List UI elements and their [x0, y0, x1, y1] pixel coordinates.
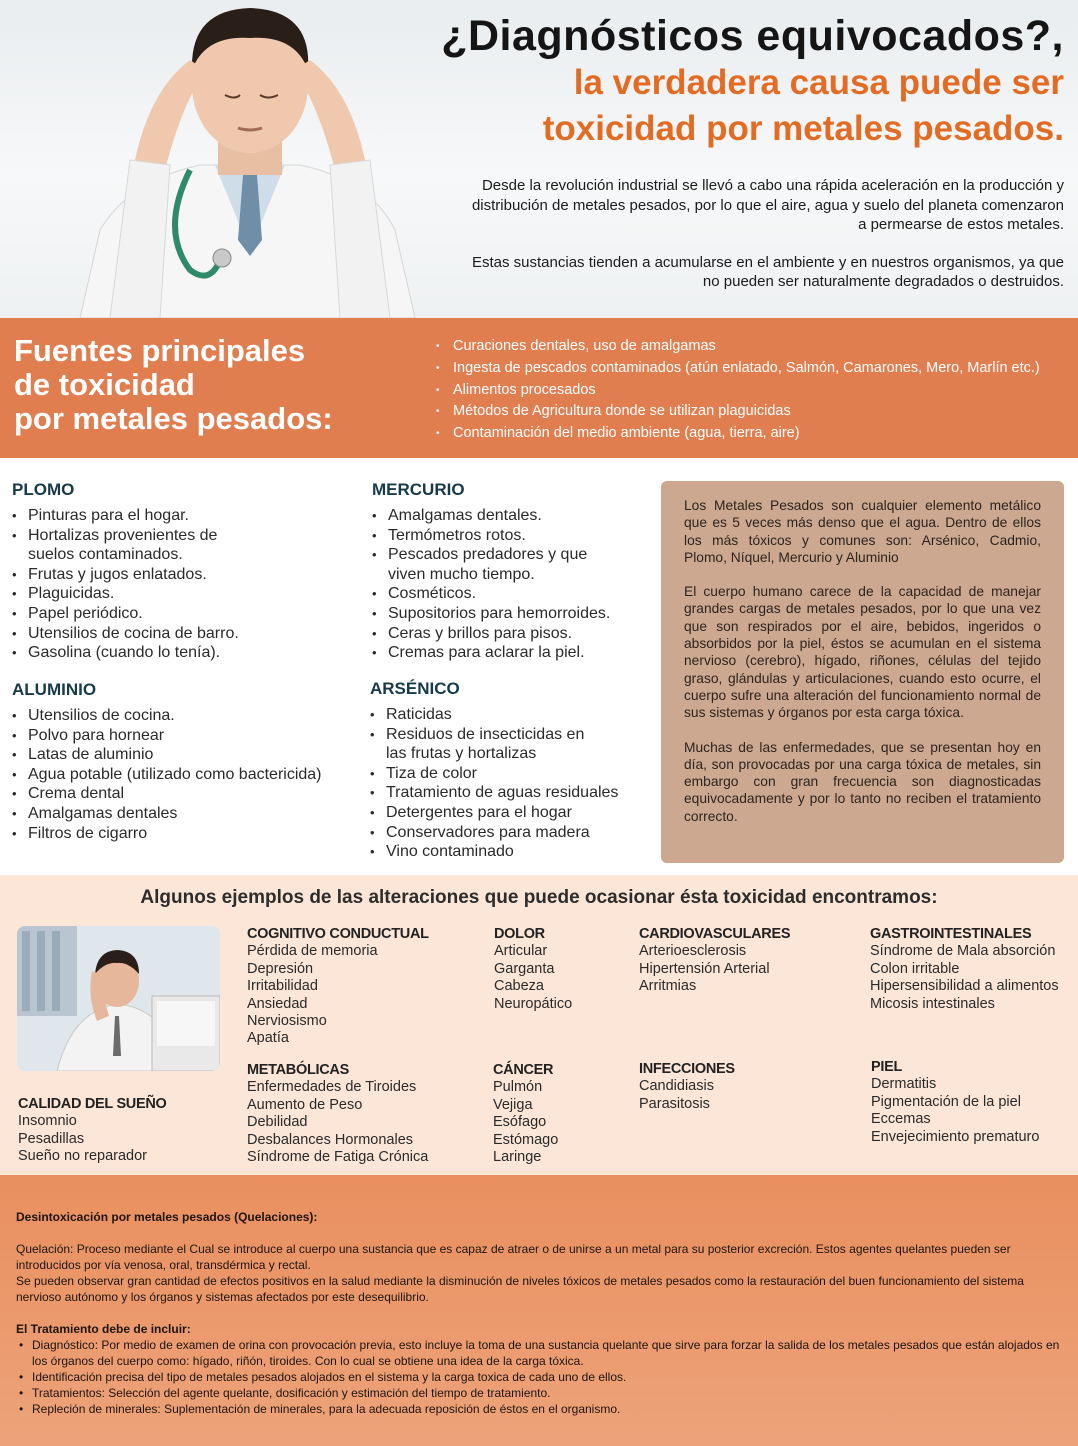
list-item: • Ingesta de pescados contaminados (atún enlatado, Salmón, Camarones, Mero, Marlín etc.) — [436, 358, 1040, 380]
metal-mercurio — [372, 480, 610, 663]
sources-title-line-1: Fuentes principales — [14, 333, 306, 368]
title-line-1: ¿Diagnósticos equivocados?, — [441, 12, 1064, 60]
category-item: Neuropático — [494, 995, 573, 1012]
list-item: • Agua potable (utilizado como bactericida) — [12, 765, 322, 785]
effects-title: Algunos ejemplos de las alteraciones que puede ocasionar ésta toxicidad encontramos: — [140, 887, 938, 908]
category-item: Nerviosismo — [247, 1013, 327, 1030]
sources-title-line-3: por metales pesados: — [14, 401, 333, 436]
category-title: CÁNCER — [493, 1062, 554, 1078]
category-item: Ansiedad — [247, 995, 308, 1012]
category-item: Esófago — [493, 1114, 547, 1131]
category-item: Insomnio — [18, 1113, 77, 1130]
category-title: METABÓLICAS — [247, 1062, 349, 1078]
list-item: • Pescados predadores y que — [372, 545, 610, 565]
list-item: suelos contaminados. — [28, 546, 183, 564]
category-title: COGNITIVO CONDUCTUAL — [247, 926, 429, 942]
list-item: viven mucho tiempo. — [388, 565, 535, 583]
metal-arsenico — [370, 679, 618, 862]
category-title: GASTROINTESTINALES — [870, 926, 1032, 942]
metal-aluminio — [12, 680, 322, 843]
category-calidad-sueno — [18, 1096, 167, 1166]
list-item: • Tiza de color — [370, 764, 618, 784]
treatment-list — [16, 1337, 1062, 1417]
list-item: • Métodos de Agricultura donde se utilizan plaguicidas — [436, 401, 1040, 423]
metal-title: PLOMO — [12, 480, 75, 499]
title-line-2: la verdadera causa puede ser — [573, 63, 1064, 102]
category-item: Enfermedades de Tiroides — [247, 1079, 417, 1096]
sources-list — [436, 336, 1040, 445]
list-item: • Frutas y jugos enlatados. — [12, 565, 239, 585]
list-item: • Gasolina (cuando lo tenía). — [12, 643, 239, 663]
list-item: las frutas y hortalizas — [386, 745, 537, 763]
category-item: Aumento de Peso — [247, 1096, 363, 1113]
title-line-3: toxicidad por metales pesados. — [542, 109, 1064, 148]
list-item: • Cosméticos. — [372, 584, 610, 604]
category-item: Síndrome de Fatiga Crónica — [247, 1149, 429, 1166]
category-item: Sueño no reparador — [18, 1148, 147, 1165]
list-item: • Vino contaminado — [370, 842, 618, 862]
category-item: Colon irritable — [870, 960, 960, 977]
list-item: • Amalgamas dentales. — [372, 506, 610, 526]
list-item: • Filtros de cigarro — [12, 824, 322, 844]
category-item: Envejecimiento prematuro — [871, 1128, 1040, 1145]
list-item: • Repleción de minerales: Suplementación de minerales, para la adecuada reposición de éstos en el organismo. — [16, 1401, 1062, 1417]
category-item: Cabeza — [494, 978, 544, 995]
list-item: • Supositorios para hemorroides. — [372, 604, 610, 624]
category-gastrointestinales — [870, 926, 1059, 1013]
category-item: Laringe — [493, 1149, 542, 1166]
metal-title: ALUMINIO — [12, 680, 97, 699]
list-item: • Papel periódico. — [12, 604, 239, 624]
category-item: Micosis intestinales — [870, 995, 995, 1012]
list-item: • Utensilios de cocina. — [12, 706, 322, 726]
metal-title: ARSÉNICO — [370, 679, 460, 698]
list-item: • Pinturas para el hogar. — [12, 506, 239, 526]
category-item: Estómago — [493, 1131, 559, 1148]
list-item: • Tratamiento de aguas residuales — [370, 783, 618, 803]
category-item: Articular — [494, 943, 548, 960]
category-item: Irritabilidad — [247, 978, 318, 995]
list-item: • Residuos de insecticidas en — [370, 725, 618, 745]
category-dolor — [494, 926, 572, 1013]
effects-section — [0, 875, 1078, 1175]
list-item: • Curaciones dentales, uso de amalgamas — [436, 336, 1040, 358]
list-item: • Cremas para aclarar la piel. — [372, 643, 610, 663]
category-item: Arritmias — [639, 978, 697, 995]
intro-paragraph-2: Estas sustancias tienden a acumularse en el ambiente y en nuestros organismos, ya que no pueden ser naturalmente degradados o destruidos. — [471, 253, 1064, 290]
category-item: Depresión — [247, 960, 314, 977]
category-item: Debilidad — [247, 1114, 308, 1131]
list-item: • Identificación precisa del tipo de metales pesados alojados en el sistema y la carga toxica de cada uno de ellos. — [16, 1369, 1062, 1385]
detox-paragraph-2: Se pueden observar gran cantidad de efectos positivos en la salud mediante la disminución de niveles tóxicos de metales pesados como la restauración del buen funcionamiento del sistema nervioso autónomo y los órganos y sistemas afectados por este desequilibrio. — [16, 1274, 1024, 1304]
man-at-laptop-photo — [17, 926, 220, 1071]
list-item: • Amalgamas dentales — [12, 804, 322, 824]
category-item: Dermatitis — [871, 1076, 937, 1093]
category-title: INFECCIONES — [639, 1061, 735, 1077]
category-item: Pesadillas — [18, 1130, 85, 1147]
category-cancer — [493, 1062, 558, 1166]
category-cognitivo — [247, 926, 429, 1048]
info-paragraph-3: Muchas de las enfermedades, que se presentan hoy en día, son provocadas por una carga tóxica de metales, sin embargo con gran frecuencia son diagnosticadas equivocadamente y por lo tanto no reciben el tratamiento correcto. — [684, 739, 1041, 824]
category-item: Vejiga — [493, 1096, 533, 1113]
doctor-headache-illustration — [40, 0, 430, 318]
list-item: • Polvo para hornear — [12, 726, 322, 746]
metal-title: MERCURIO — [372, 480, 465, 499]
page-title — [441, 12, 1064, 152]
category-item: Pigmentación de la piel — [871, 1093, 1021, 1110]
sources-title-line-2: de toxicidad — [14, 367, 195, 402]
intro-paragraph-1: Desde la revolución industrial se llevó a cabo una rápida aceleración en la producción y distribución de metales pesados, por lo que el aire, agua y suelo del planeta comenzaron a permearse de estos metales. — [471, 177, 1064, 233]
header-banner — [0, 0, 1078, 318]
category-item: Apatía — [247, 1030, 289, 1047]
list-item: • Hortalizas provenientes de — [12, 526, 239, 546]
category-item: Pérdida de memoria — [247, 943, 378, 960]
list-item: • Alimentos procesados — [436, 380, 1040, 402]
category-cardiovasculares — [639, 926, 790, 996]
category-infecciones — [639, 1061, 735, 1113]
category-item: Garganta — [494, 960, 555, 977]
category-title: CARDIOVASCULARES — [639, 926, 791, 942]
list-item: • Diagnóstico: Por medio de examen de orina con provocación previa, esto incluye la toma de una sustancia quelante que sirve para forzar la salida de los metales pesados que están alojados en los órganos del cuerpo como: hígado, riñón, tiroides. Con lo cual se obtiene una idea de la carga tóxica. — [16, 1337, 1062, 1369]
treatment-heading: El Tratamiento debe de incluir: — [16, 1322, 191, 1336]
category-item: Hipersensibilidad a alimentos — [870, 978, 1059, 995]
list-item: • Plaguicidas. — [12, 584, 239, 604]
category-item: Hipertensión Arterial — [639, 960, 770, 977]
list-item: • Conservadores para madera — [370, 823, 618, 843]
list-item: • Tratamientos: Selección del agente quelante, dosificación y estimación del tiempo de tratamiento. — [16, 1385, 1062, 1401]
detox-section — [0, 1175, 1078, 1446]
list-item: • Ceras y brillos para pisos. — [372, 624, 610, 644]
sources-title — [14, 334, 333, 436]
list-item: • Latas de aluminio — [12, 745, 322, 765]
category-item: Candidiasis — [639, 1078, 714, 1095]
detox-heading: Desintoxicación por metales pesados (Quelaciones): — [16, 1210, 318, 1224]
list-item: • Crema dental — [12, 784, 322, 804]
info-paragraph-2: El cuerpo humano carece de la capacidad de manejar grandes cargas de metales pesados, por lo que una vez que son respirados por el aire, bebidos, ingeridos o absorbidos por la piel, éstos se acumulan en el sistema nervioso (cerebro), hígado, riñones, células del tejido graso, glándulas y articulaciones, cuando esto ocurre, el cuerpo sufre una alteración del funcionamiento normal de sus sistemas y órganos por esta carga tóxica. — [684, 584, 1041, 721]
category-item: Pulmón — [493, 1079, 543, 1096]
detox-paragraph-1: Quelación: Proceso mediante el Cual se introduce al cuerpo una sustancia que es capaz de atraer o de unirse a un metal para su posterior excreción. Estos agentes quelantes pueden ser introducidos por vía venosa, oral, transdérmica y rectal. — [16, 1242, 1011, 1272]
list-item: • Utensilios de cocina de barro. — [12, 624, 239, 644]
metal-plomo — [12, 480, 239, 663]
category-title: CALIDAD DEL SUEÑO — [18, 1096, 167, 1112]
list-item: • Raticidas — [370, 705, 618, 725]
intro-text — [464, 176, 1064, 292]
list-item: • Termómetros rotos. — [372, 526, 610, 546]
sources-band — [0, 318, 1078, 458]
category-item: Eccemas — [871, 1111, 931, 1128]
list-item: • Detergentes para el hogar — [370, 803, 618, 823]
category-item: Desbalances Hormonales — [247, 1131, 414, 1148]
category-item: Parasitosis — [639, 1095, 710, 1112]
info-paragraph-1: Los Metales Pesados son cualquier elemento metálico que es 5 veces más denso que el agua. Dentro de ellos los más tóxicos y comunes son: Arsénico, Cadmio, Plomo, Níquel, Mercurio y Aluminio — [684, 498, 1041, 565]
category-title: PIEL — [871, 1059, 903, 1075]
category-item: Arterioesclerosis — [639, 943, 747, 960]
category-title: DOLOR — [494, 926, 545, 942]
category-item: Síndrome de Mala absorción — [870, 943, 1056, 960]
info-box — [661, 481, 1064, 863]
list-item: • Contaminación del medio ambiente (agua, tierra, aire) — [436, 423, 1040, 445]
category-piel — [871, 1059, 1039, 1146]
category-metabolicas — [247, 1062, 428, 1166]
